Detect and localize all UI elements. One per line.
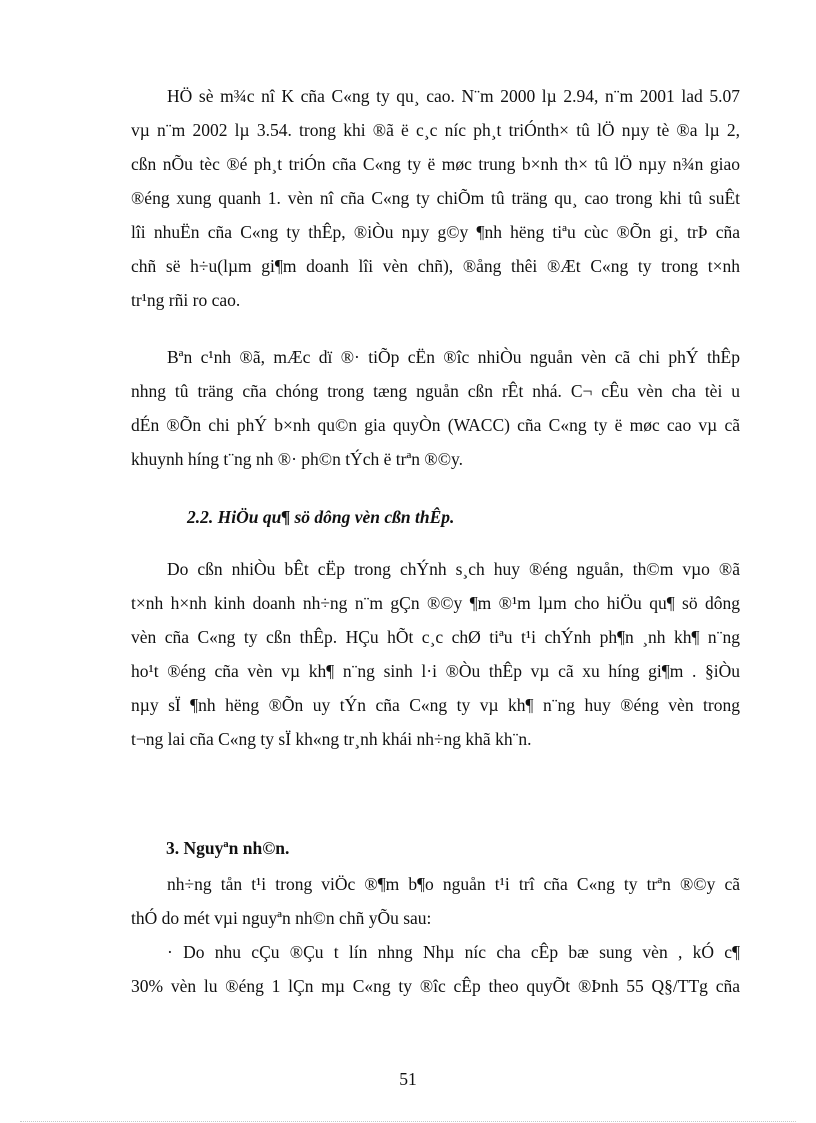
text-line: nh÷ng tån t¹i trong viÖc ®¶m b¶o nguån t¹i trî cña C«ng ty trªn ®©y cã — [167, 874, 740, 894]
text-line: ®éng xung quanh 1. vèn nî cña C«ng ty chiÕm tû träng qu¸ cao trong khi tû suÊt — [131, 188, 740, 208]
text-line: Do cßn nhiÒu bÊt cËp trong chÝnh s¸ch huy ®éng nguån, th©m vµo ®ã — [167, 559, 740, 579]
text-line: ho¹t ®éng cña vèn vµ kh¶ n¨ng sinh l·i ®Òu thÊp vµ cã xu híng gi¶m . §iÒu — [131, 661, 740, 681]
paragraph-debt-ratio — [131, 79, 740, 317]
page-number: 51 — [399, 1069, 417, 1089]
paragraph-capital-structure — [131, 340, 740, 476]
text-line: khuynh híng t¨ng nh ®· ph©n tÝch ë trªn ®©y. — [131, 449, 463, 469]
text-line: nhng tû träng cña chóng trong tæng nguån cßn rÊt nhá. C¬ cÊu vèn cha tèi u — [131, 381, 740, 401]
text-line: Bªn c¹nh ®ã, mÆc dï ®· tiÕp cËn ®îc nhiÒu nguån vèn cã chi phÝ thÊp — [167, 347, 740, 367]
section-heading-3: 3. Nguyªn nh©n. — [166, 838, 290, 858]
text-line: HÖ sè m¾c nî K cña C«ng ty qu¸ cao. N¨m 2000 lµ 2.94, n¨m 2001 lad 5.07 — [167, 86, 740, 106]
text-line: vèn cña C«ng ty cßn thÊp. HÇu hÕt c¸c chØ tiªu t¹i chÝnh ph¶n ¸nh kh¶ n¨ng — [131, 627, 740, 647]
text-line: lîi nhuËn cña C«ng ty thÊp, ®iÒu nµy g©y ¶nh hëng tiªu cùc ®Õn gi¸ trÞ cña — [131, 222, 740, 242]
paragraph-capital-efficiency — [131, 552, 740, 756]
text-line: thÓ do mét vµi nguyªn nh©n chñ yÕu sau: — [131, 908, 432, 928]
text-line: tr¹ng rñi ro cao. — [131, 290, 241, 310]
text-line: nµy sÏ ¶nh hëng ®Õn uy tÝn cña C«ng ty vµ kh¶ n¨ng huy ®éng vèn trong — [131, 695, 740, 715]
text-line: t×nh h×nh kinh doanh nh÷ng n¨m gÇn ®©y ¶m ®¹m lµm cho hiÖu qu¶ sö dông — [131, 593, 740, 613]
page-bottom-divider — [20, 1121, 796, 1122]
text-line: dÉn ®Õn chi phÝ b×nh qu©n gia quyÒn (WACC) cña C«ng ty ë møc cao vµ cã — [131, 415, 740, 435]
text-line: cßn nÕu tèc ®é ph¸t triÓn cña C«ng ty ë møc trung b×nh th× tû lÖ nµy n¾n giao — [131, 154, 740, 174]
text-line: t¬ng lai cña C«ng ty sÏ kh«ng tr¸nh khái nh÷ng khã kh¨n. — [131, 729, 532, 749]
text-line: chñ së h÷u(lµm gi¶m doanh lîi vèn chñ), ®ång thêi ®Æt C«ng ty trong t×nh — [131, 256, 740, 276]
section-heading-2-2: 2.2. HiÖu qu¶ sö dông vèn cßn thÊp. — [187, 507, 455, 527]
text-line: 30% vèn lu ®éng 1 lÇn mµ C«ng ty ®îc cÊp theo quyÕt ®Þnh 55 Q§/TTg cña — [131, 976, 740, 996]
bullet-line: · Do nhu cÇu ®Çu t lín nhng Nhµ níc cha cÊp bæ sung vèn , kÓ c¶ — [167, 942, 740, 962]
paragraph-causes — [131, 867, 740, 1003]
text-line: vµ n¨m 2002 lµ 3.54. trong khi ®ã ë c¸c níc ph¸t triÓnth× tû lÖ nµy tè ®a lµ 2, — [131, 120, 740, 140]
